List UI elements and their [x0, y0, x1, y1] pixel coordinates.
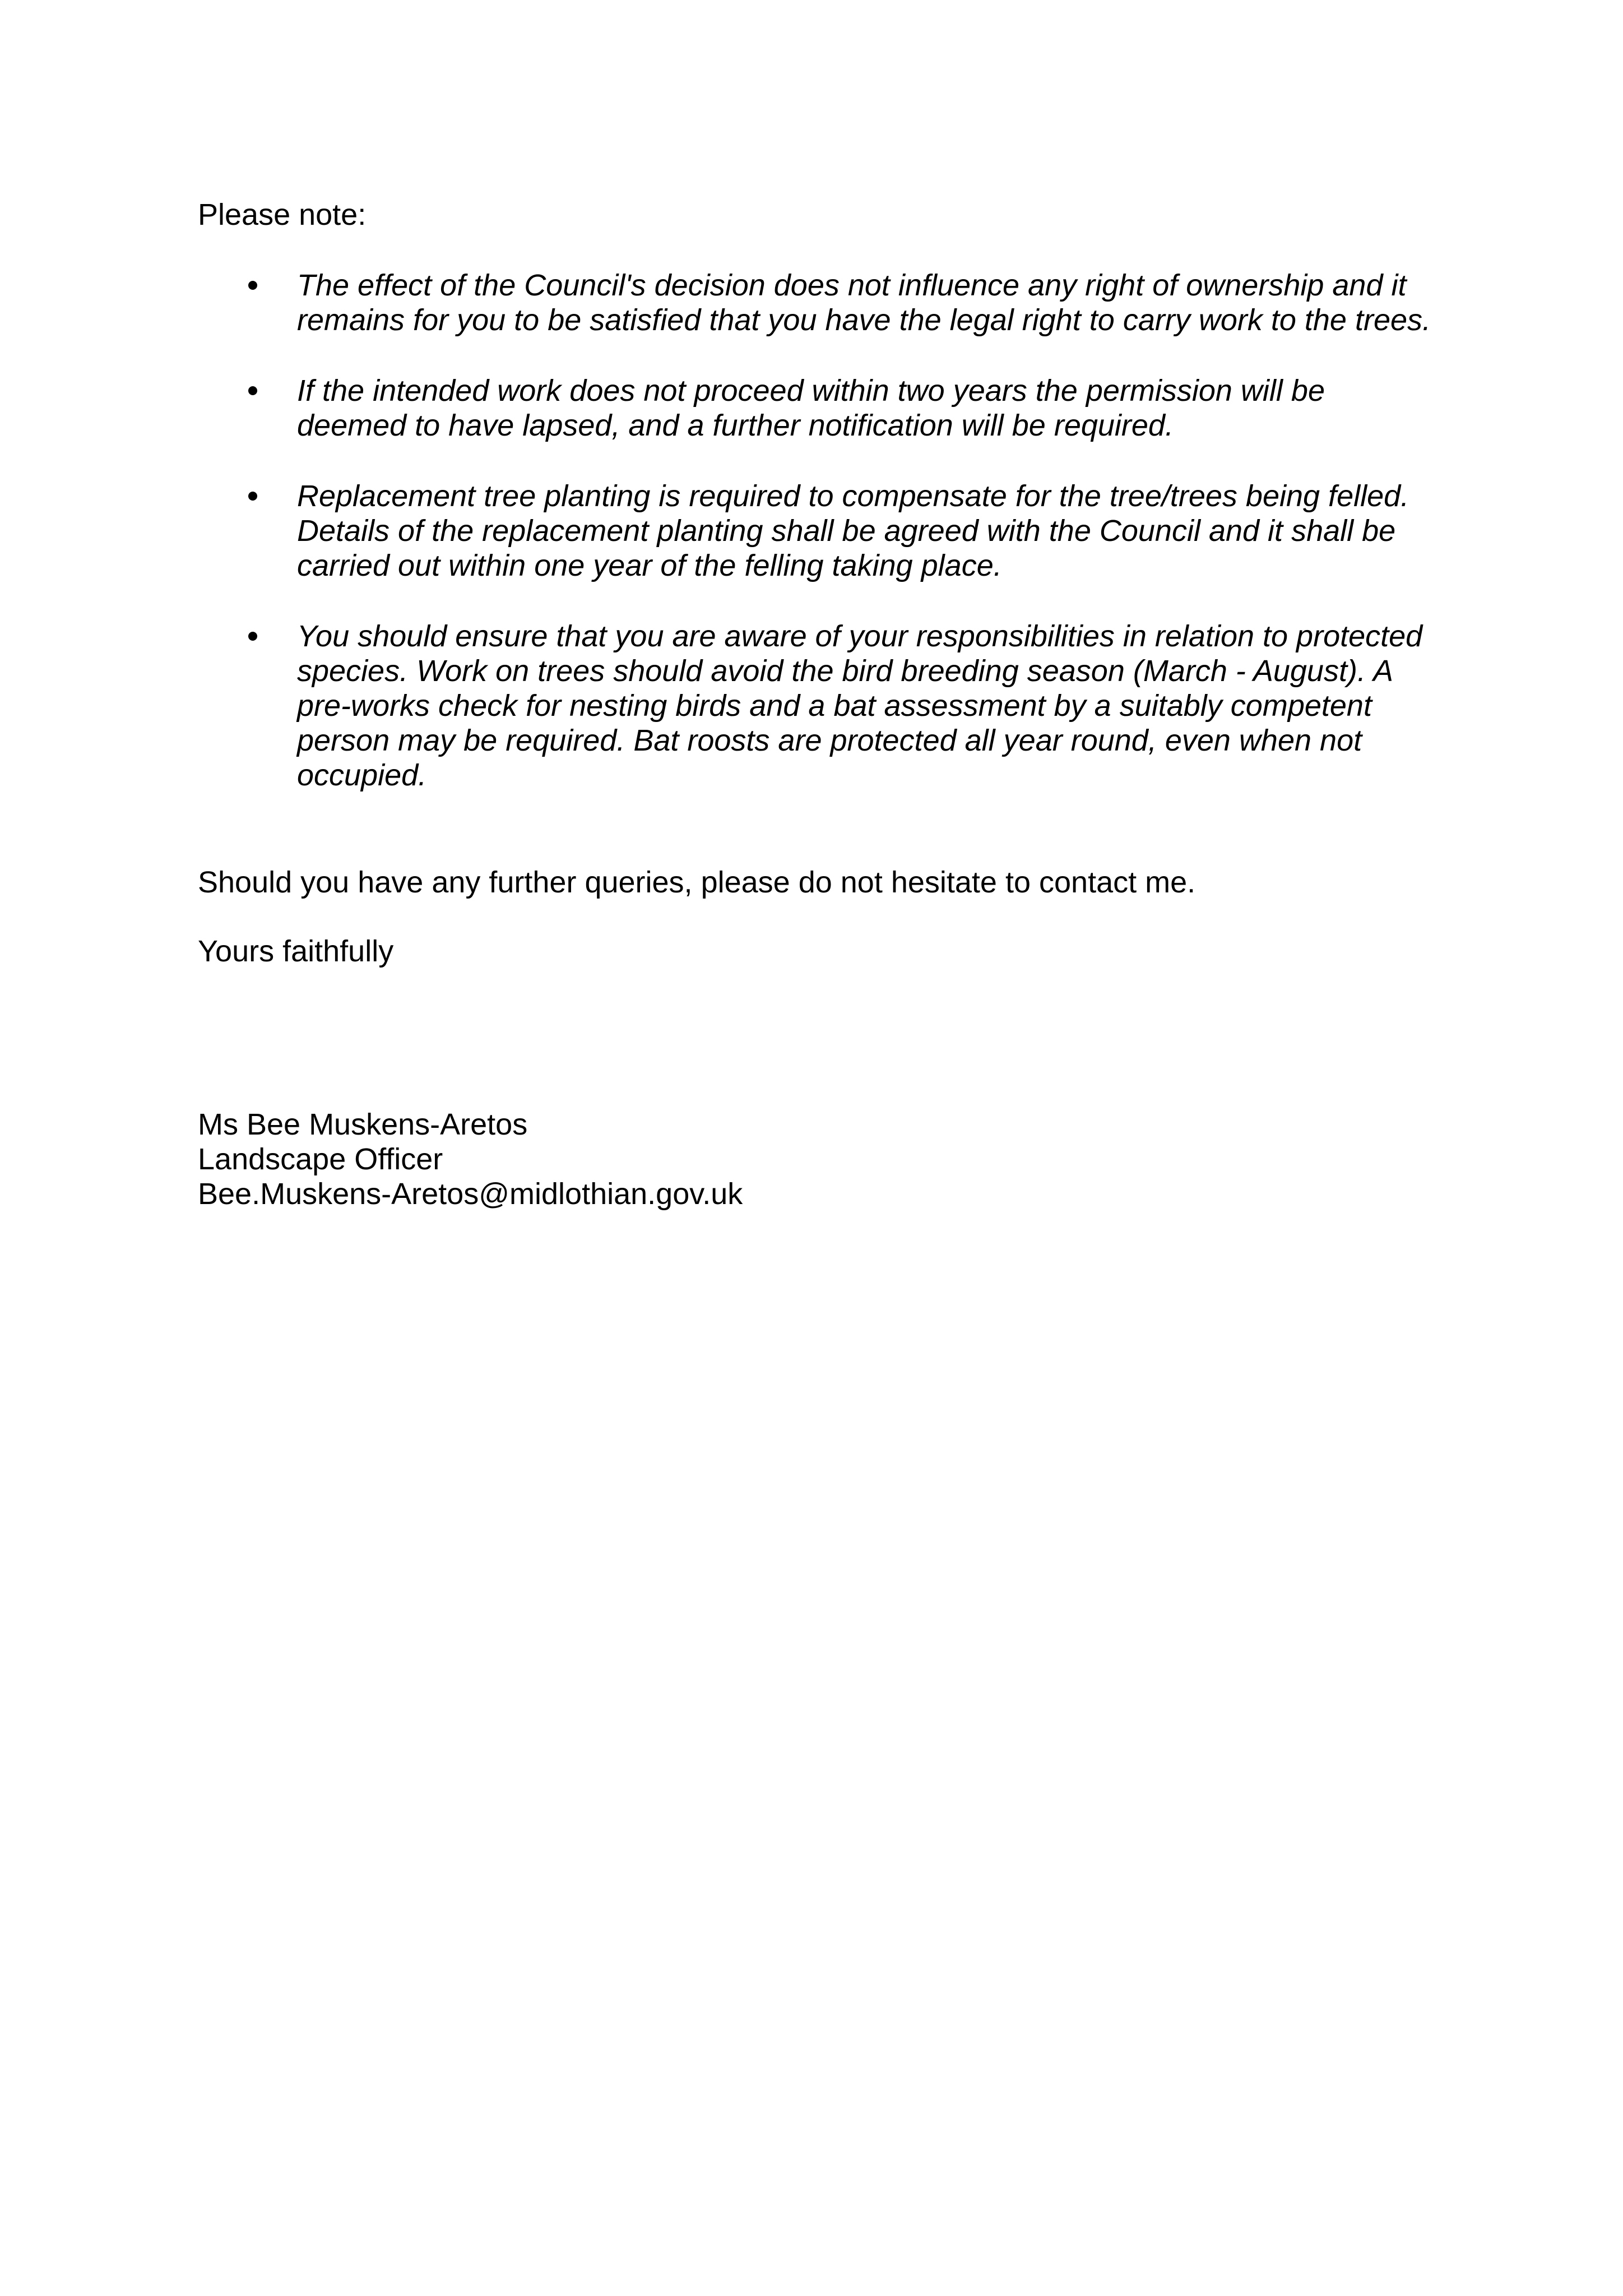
note-line: Replacement tree planting is required to compensate for the tree/trees being felled. — [297, 479, 1409, 513]
note-item — [198, 479, 1487, 583]
note-line: person may be required. Bat roosts are protected all year round, even when not — [297, 724, 1362, 757]
signature-block — [198, 1107, 743, 1211]
note-line: occupied. — [297, 758, 427, 792]
note-item — [198, 268, 1487, 337]
notes-list — [198, 268, 1487, 793]
note-line: remains for you to be satisfied that you have the legal right to carry work to the trees. — [297, 303, 1431, 337]
note-line: You should ensure that you are aware of your responsibilities in relation to protected — [297, 619, 1423, 653]
note-line: carried out within one year of the felling taking place. — [297, 549, 1002, 582]
bullet-icon — [248, 386, 257, 395]
bullet-icon — [248, 492, 257, 501]
closing-text: Should you have any further queries, please do not hesitate to contact me. — [198, 865, 1196, 899]
bullet-icon — [248, 281, 257, 290]
signatory-title: Landscape Officer — [198, 1142, 443, 1176]
note-line: species. Work on trees should avoid the bird breeding season (March - August). A — [297, 654, 1393, 688]
note-line: deemed to have lapsed, and a further notification will be required. — [297, 409, 1174, 442]
note-line: The effect of the Council's decision does not influence any right of ownership and it — [297, 269, 1407, 302]
sign-off: Yours faithfully — [198, 934, 394, 968]
signatory-email: Bee.Muskens-Aretos@midlothian.gov.uk — [198, 1177, 743, 1211]
bullet-icon — [248, 632, 257, 641]
note-item — [198, 373, 1487, 443]
note-line: Details of the replacement planting shall be agreed with the Council and it shall be — [297, 514, 1396, 548]
note-line: pre-works check for nesting birds and a bat assessment by a suitably competent — [297, 689, 1372, 723]
note-item — [198, 619, 1487, 793]
note-line: If the intended work does not proceed within two years the permission will be — [297, 374, 1325, 408]
signatory-name: Ms Bee Muskens-Aretos — [198, 1108, 528, 1141]
intro-text: Please note: — [198, 198, 367, 232]
